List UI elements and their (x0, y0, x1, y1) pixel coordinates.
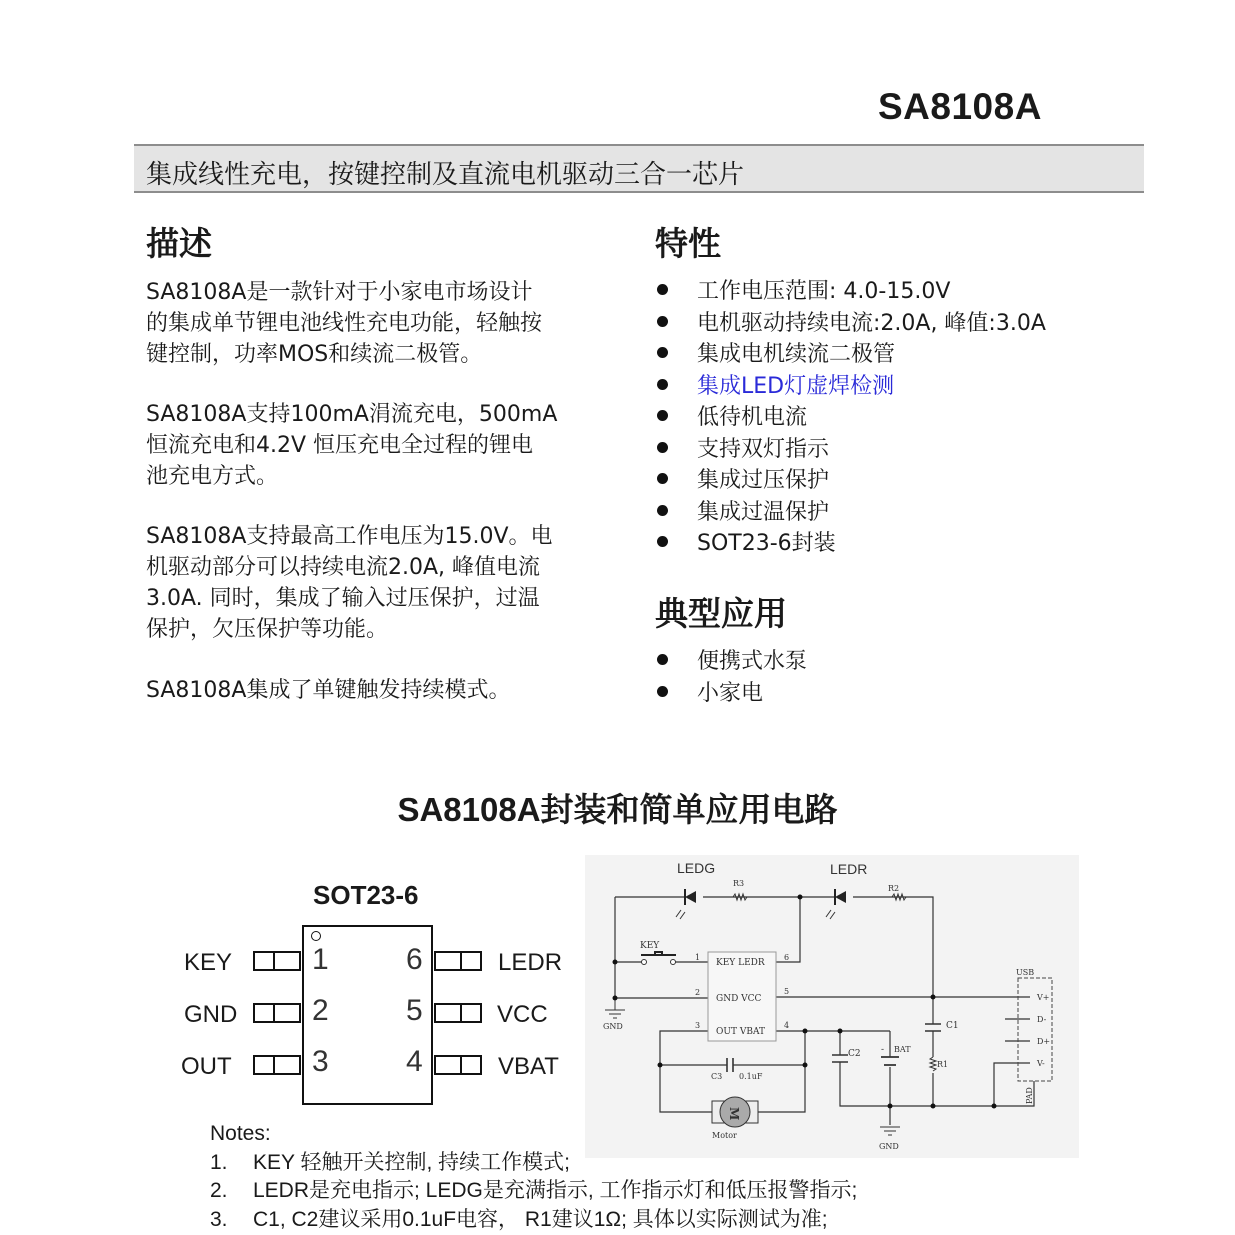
bullet-icon (657, 505, 668, 516)
battery-icon (881, 1057, 899, 1065)
feature-item (655, 400, 1046, 432)
pin-label-vcc: VCC (497, 1001, 548, 1028)
gnd-left-icon (605, 998, 625, 1018)
line: 的集成单节锂电池线性充电功能，轻触按 (146, 311, 543, 336)
bullet-icon (657, 536, 668, 547)
pin1-marker-icon (311, 931, 321, 941)
r1-resistor-icon (930, 1057, 936, 1071)
bat-minus-label: - (881, 1045, 885, 1055)
feature-item (655, 495, 1046, 527)
bullet-icon (657, 686, 668, 697)
application-text: 便携式水泵 (697, 649, 808, 675)
feature-item (655, 463, 1046, 495)
part-number-title: SA8108A (878, 86, 1042, 127)
bullet-icon (657, 442, 668, 453)
feature-item (655, 526, 1046, 558)
c1-capacitor-icon (925, 1024, 941, 1031)
pin-2-lead (253, 1003, 301, 1023)
ledr-diode-icon (835, 891, 846, 903)
pin-number-1: 1 (312, 943, 329, 976)
ledg-light-icon (676, 910, 685, 919)
r1-label: R1 (937, 1060, 949, 1069)
pin-3-lead (253, 1055, 301, 1075)
line: SA8108A支持100mA涓流充电，500mA (146, 402, 558, 427)
circuit-section-title: SA8108A封装和简单应用电路 (397, 791, 838, 828)
usb-pin-dplus: D+ (1037, 1037, 1051, 1046)
note-text: C1, C2建议采用0.1uF电容， R1建议1Ω; 具体以实际测试为准; (253, 1207, 828, 1231)
pin-label-key: KEY (184, 949, 233, 976)
key-contact (642, 960, 647, 965)
r2-label: R2 (888, 884, 900, 893)
line: 池充电方式。 (146, 464, 279, 489)
c3-label: C3 (711, 1072, 723, 1081)
pin-label-ledr: LEDR (498, 949, 563, 976)
ledr-label: LEDR (830, 861, 868, 877)
ledg-diode-icon (685, 891, 696, 903)
pin1-label: 1 (695, 953, 701, 962)
description-paragraph-4 (146, 675, 596, 706)
applications-list (655, 644, 807, 707)
pin4-label: 4 (784, 1021, 790, 1030)
chip-row1: KEY LEDR (716, 958, 765, 968)
notes (210, 1120, 857, 1234)
line: 保护，欠压保护等功能。 (146, 617, 389, 642)
application-text: 小家电 (697, 680, 764, 706)
feature-item (655, 337, 1046, 369)
ledr-light-icon (826, 910, 835, 919)
chip-row2: GND VCC (716, 994, 762, 1004)
pin-number-6: 6 (406, 943, 423, 976)
subtitle-text: 集成线性充电，按键控制及直流电机驱动三合一芯片 (146, 160, 745, 190)
line: 恒流充电和4.2V 恒压充电全过程的锂电 (146, 433, 534, 458)
subtitle-banner (134, 144, 1144, 193)
bullet-icon (657, 316, 668, 327)
c3-capacitor-icon (727, 1058, 733, 1072)
feature-text: 低待机电流 (697, 405, 808, 431)
ledg-label: LEDG (677, 860, 716, 876)
application-item (655, 644, 807, 676)
feature-item (655, 369, 1046, 401)
c2-capacitor-icon (832, 1055, 848, 1062)
feature-text: 支持双灯指示 (697, 436, 830, 462)
pin-5-lead (434, 1003, 482, 1023)
line: SA8108A集成了单键触发持续模式。 (146, 678, 511, 703)
note-number: 2. (210, 1179, 228, 1202)
application-item (655, 676, 807, 708)
key-label: KEY (640, 941, 660, 951)
package-title: SOT23-6 (313, 880, 419, 910)
line: 3.0A. 同时，集成了输入过压保护，过温 (146, 586, 540, 611)
pin3-label: 3 (695, 1021, 701, 1030)
usb-pin-vplus: V+ (1037, 993, 1050, 1002)
line: 机驱动部分可以持续电流2.0A, 峰值电流 (146, 555, 541, 580)
description-heading: 描述 (146, 224, 212, 263)
feature-text-highlighted: 集成LED灯虚焊检测 (697, 373, 895, 399)
pin-label-vbat: VBAT (498, 1053, 559, 1080)
pin6-label: 6 (784, 953, 790, 962)
application-schematic (585, 855, 1079, 1158)
feature-text: SOT23-6封装 (697, 531, 836, 557)
pin-6-lead (434, 951, 482, 971)
feature-text: 集成过压保护 (697, 468, 830, 494)
key-switch-icon (641, 952, 676, 955)
pin-4-lead (434, 1055, 482, 1075)
pin-number-5: 5 (406, 994, 423, 1027)
usb-label: USB (1016, 968, 1035, 977)
feature-item (655, 274, 1046, 306)
pin-label-gnd: GND (184, 1001, 238, 1028)
line: 键控制，功率MOS和续流二极管。 (146, 342, 483, 367)
note-number: 1. (210, 1150, 228, 1174)
bullet-icon (657, 379, 668, 390)
pin-label-out: OUT (181, 1053, 232, 1080)
pin-number-3: 3 (312, 1045, 329, 1078)
features-list (655, 274, 1046, 558)
line: SA8108A支持最高工作电压为15.0V。电 (146, 524, 553, 549)
c3-value: 0.1uF (739, 1072, 763, 1081)
pin2-label: 2 (695, 988, 701, 997)
usb-pin-dminus: D- (1037, 1015, 1047, 1024)
description-paragraph-2 (146, 399, 596, 492)
feature-item (655, 306, 1046, 338)
note-text: KEY 轻触开关控制, 持续工作模式; (253, 1150, 570, 1174)
bullet-icon (657, 473, 668, 484)
chip-row3: OUT VBAT (716, 1027, 765, 1037)
pin5-label: 5 (784, 987, 790, 996)
gnd-left-label: GND (603, 1022, 623, 1031)
pad-label: PAD (1025, 1087, 1034, 1104)
description-paragraph-1 (146, 277, 596, 370)
note-number: 3. (210, 1207, 228, 1231)
bullet-icon (657, 410, 668, 421)
feature-text: 集成过温保护 (697, 499, 830, 525)
gnd-bottom-label: GND (879, 1142, 899, 1151)
bullet-icon (657, 284, 668, 295)
pin-number-4: 4 (406, 1045, 423, 1078)
gnd-bottom-icon (880, 1127, 900, 1135)
note-item (210, 1177, 857, 1206)
motor-symbol: M (727, 1107, 741, 1121)
description-paragraph-3 (146, 521, 596, 645)
feature-text: 集成电机续流二极管 (697, 342, 896, 368)
c2-label: C2 (848, 1049, 861, 1059)
applications-heading: 典型应用 (655, 594, 787, 633)
feature-text: 电机驱动持续电流:2.0A, 峰值:3.0A (697, 310, 1046, 336)
motor-label: Motor (712, 1131, 737, 1140)
bat-label: BAT (894, 1045, 911, 1054)
c1-label: C1 (946, 1021, 959, 1031)
note-text: LEDR是充电指示; LEDG是充满指示, 工作指示灯和低压报警指示; (253, 1179, 858, 1202)
notes-heading: Notes: (210, 1122, 271, 1145)
feature-text: 工作电压范围: 4.0-15.0V (697, 279, 951, 305)
note-item (210, 1206, 857, 1235)
usb-pin-vminus: V- (1037, 1059, 1045, 1068)
pin-number-2: 2 (312, 994, 329, 1027)
bullet-icon (657, 347, 668, 358)
note-item (210, 1149, 857, 1178)
key-contact (671, 960, 676, 965)
feature-item (655, 432, 1046, 464)
line: SA8108A是一款针对于小家电市场设计 (146, 280, 533, 305)
features-heading: 特性 (655, 224, 721, 263)
r3-label: R3 (733, 879, 745, 888)
pin-1-lead (253, 951, 301, 971)
bullet-icon (657, 654, 668, 665)
